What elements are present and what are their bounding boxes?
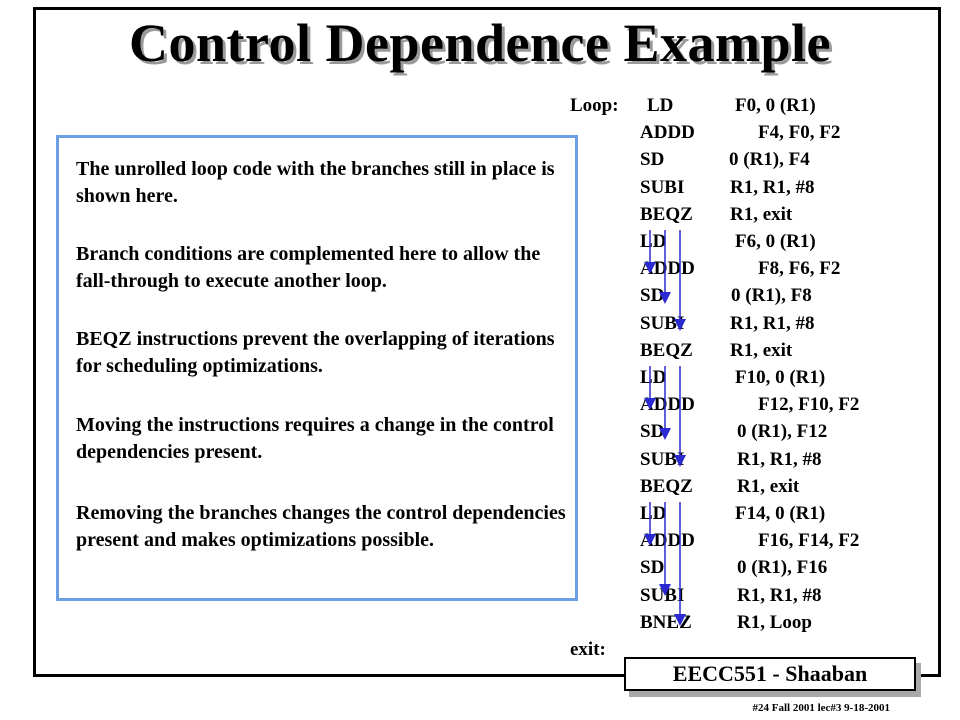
course-badge: EECC551 - Shaaban — [624, 657, 916, 691]
code-operands: F14, 0 (R1) — [735, 503, 826, 524]
code-line — [0, 282, 960, 309]
code-operands: R1, R1, #8 — [737, 448, 822, 470]
code-operands: 0 (R1), F4 — [729, 149, 810, 171]
code-opcode: SUBI — [640, 448, 685, 470]
code-line — [0, 473, 960, 500]
code-line — [0, 337, 960, 364]
code-line — [0, 500, 960, 527]
code-opcode: SD — [640, 421, 665, 443]
code-opcode: LD — [640, 231, 667, 252]
slide-title: Control Dependence Example — [129, 13, 831, 73]
code-opcode: BEQZ — [640, 339, 693, 361]
code-opcode: BEQZ — [640, 475, 693, 497]
code-operands: F10, 0 (R1) — [735, 367, 826, 388]
code-line — [0, 174, 960, 201]
code-opcode: SD — [640, 285, 665, 307]
code-line — [0, 609, 960, 636]
paragraph-unrolled: The unrolled loop code with the branches still in place is shown here. — [76, 158, 555, 207]
code-opcode: SD — [640, 149, 665, 171]
code-label: Loop: — [570, 95, 619, 116]
code-operands: F4, F0, F2 — [758, 122, 841, 144]
code-line — [0, 92, 960, 119]
slide-footer: #24 Fall 2001 lec#3 9-18-2001 — [752, 702, 890, 714]
code-line — [0, 364, 960, 391]
code-line — [0, 554, 960, 581]
code-operands: F6, 0 (R1) — [735, 231, 816, 252]
code-operands: F8, F6, F2 — [758, 258, 841, 280]
code-label: exit: — [570, 639, 606, 660]
code-operands: R1, exit — [737, 475, 800, 497]
code-line — [0, 418, 960, 445]
code-opcode: ADDD — [640, 122, 695, 144]
code-opcode: ADDD — [640, 258, 695, 280]
code-operands: 0 (R1), F8 — [731, 285, 812, 307]
code-operands: R1, R1, #8 — [737, 584, 822, 606]
code-line — [0, 228, 960, 255]
code-opcode: ADDD — [640, 394, 695, 416]
code-operands: R1, exit — [730, 203, 793, 225]
code-opcode: LD — [640, 503, 667, 524]
code-line — [0, 582, 960, 609]
code-opcode: ADDD — [640, 530, 695, 552]
code-opcode: SD — [640, 557, 665, 579]
code-line — [0, 527, 960, 554]
paragraph-removing: Removing the branches changes the control dependencies present and makes optimizations possible. — [76, 502, 566, 551]
code-operands: F16, F14, F2 — [758, 530, 860, 552]
paragraph-moving: Moving the instructions requires a change in the control dependencies present. — [76, 414, 554, 463]
code-operands: 0 (R1), F16 — [737, 557, 828, 579]
code-line — [0, 446, 960, 473]
code-opcode: SUBI — [640, 176, 685, 198]
code-opcode: BEQZ — [640, 203, 693, 225]
code-operands: F0, 0 (R1) — [735, 95, 816, 116]
code-operands: R1, R1, #8 — [730, 176, 815, 198]
paragraph-branch-conditions: Branch conditions are complemented here to allow the fall-through to execute another loop. — [76, 243, 541, 292]
code-opcode: SUBI — [640, 312, 685, 334]
code-line — [0, 310, 960, 337]
code-opcode: LD — [647, 95, 674, 116]
code-line — [0, 119, 960, 146]
code-operands: 0 (R1), F12 — [737, 421, 828, 443]
code-line — [0, 255, 960, 282]
code-operands: R1, Loop — [737, 611, 812, 633]
paragraph-beqz: BEQZ instructions prevent the overlapping of iterations for scheduling optimizations. — [76, 328, 555, 377]
code-line — [0, 391, 960, 418]
code-operands: R1, exit — [730, 339, 793, 361]
code-line — [0, 146, 960, 173]
code-operands: R1, R1, #8 — [730, 312, 815, 334]
code-line — [0, 201, 960, 228]
code-opcode: LD — [640, 367, 667, 388]
code-opcode: SUBI — [640, 584, 685, 606]
code-opcode: BNEZ — [640, 611, 692, 633]
code-operands: F12, F10, F2 — [758, 394, 860, 416]
